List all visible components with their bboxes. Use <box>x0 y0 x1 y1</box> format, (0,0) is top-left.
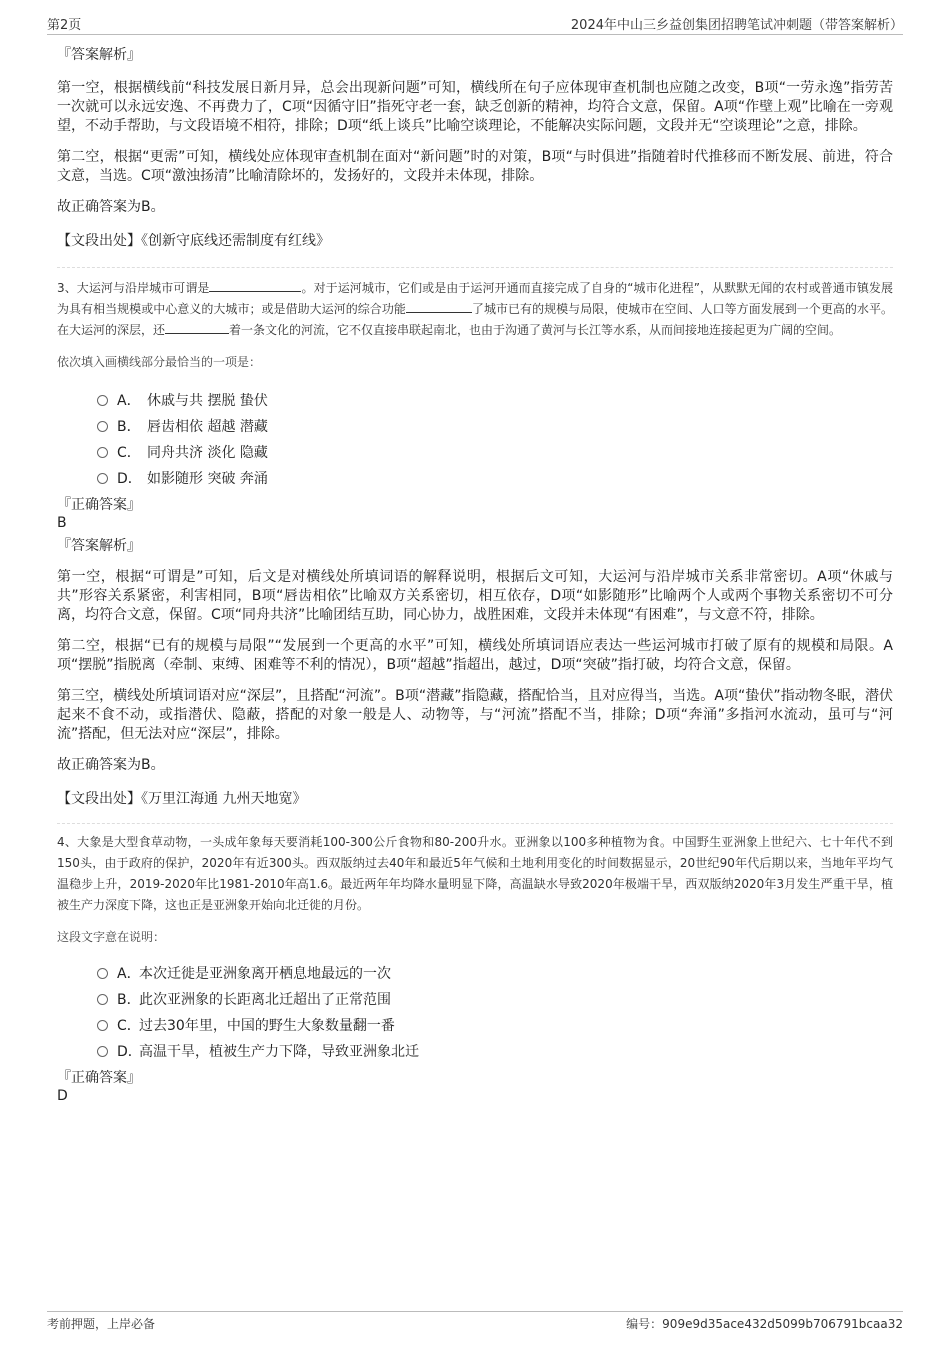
option-letter: D． <box>117 1044 142 1060</box>
option-c[interactable] <box>97 439 893 465</box>
option-a[interactable] <box>97 960 893 986</box>
correct-answer-label: 『正确答案』 <box>57 497 141 513</box>
analysis-conclusion: 故正确答案为B。 <box>57 199 165 215</box>
analysis-label: 『答案解析』 <box>57 47 141 63</box>
option-text: 此次亚洲象的长距离北迁超出了正常范围 <box>139 992 391 1008</box>
option-letter: C． <box>117 445 141 461</box>
option-letter: B． <box>117 419 141 435</box>
question-3-text <box>57 278 893 341</box>
radio-icon[interactable] <box>97 1020 108 1031</box>
radio-icon[interactable] <box>97 421 108 432</box>
analysis-paragraph: 第二空，根据“更需”可知，横线处应体现审查机制在面对“新问题”时的对策，B项“与时俱进”指随着时代推移而不断发展、前进，符合文意，当选。C项“激浊扬清”比喻清除坏的，发扬好的，文段并未体现，排除。 <box>57 149 893 184</box>
page-content <box>57 45 893 1105</box>
correct-answer-label: 『正确答案』 <box>57 1070 141 1086</box>
option-letter: B． <box>117 992 141 1008</box>
radio-icon[interactable] <box>97 1046 108 1057</box>
fill-blank-3 <box>165 321 229 334</box>
option-d[interactable] <box>97 465 893 491</box>
question-4-text: 4、大象是大型食草动物，一头成年象每天要消耗100-300公斤食物和80-200升水。亚洲象以100多种植物为食。中国野生亚洲象上世纪六、七十年代不到150头，由于政府的保护，2020年有近300头。西双版纳过去40年和最近5年气候和土地利用变化的时间数据显示，20世纪90年代后期以来，当地年平均气温稳步上升，2019-2020年比1981-2010年高1.6。最近两年年均降水量明显下降，高温缺水导致2020年极端干旱，西双版纳2020年3月发生严重干旱，植被生产力深度下降，这也正是亚洲象开始向北迁徙的月份。 <box>57 835 893 912</box>
question-prompt: 这段文字意在说明： <box>57 930 166 944</box>
option-text: 同舟共济 淡化 隐藏 <box>147 445 268 461</box>
correct-answer: D <box>57 1088 68 1104</box>
document-id: 编号：909e9d35ace432d5099b706791bcaa32 <box>626 1317 903 1331</box>
options-list <box>97 960 893 1064</box>
question-text-segment: 。对于运河城市，它们或是由于运河开通而直接完成了自身的“城市化进程”，从默默无闻的农村或普通市镇发展为具有相当规模或中心意义的大城市；或是借助大运河的综合功能 <box>57 281 893 316</box>
analysis-label: 『答案解析』 <box>57 538 141 554</box>
analysis-paragraph: 第一空，根据“可谓是”可知，后文是对横线处所填词语的解释说明，根据后文可知，大运河与沿岸城市关系非常密切。A项“休戚与共”形容关系紧密，利害相同，B项“唇齿相依”比喻双方关系密切，相互依存，D项“如影随形”比喻两个人或两个事物关系密切不可分离，均符合文意，保留。C项“同舟共济”比喻团结互助，同心协力，战胜困难，文段并未体现“有困难”，与文意不符，排除。 <box>57 569 893 623</box>
radio-icon[interactable] <box>97 473 108 484</box>
page-number: 第2页 <box>47 18 82 33</box>
source-citation: 【文段出处】《创新守底线还需制度有红线》 <box>57 233 330 249</box>
option-letter: D． <box>117 471 142 487</box>
question-prompt: 依次填入画横线部分最恰当的一项是： <box>57 355 262 369</box>
radio-icon[interactable] <box>97 395 108 406</box>
divider <box>57 823 893 824</box>
page-header <box>47 12 903 35</box>
radio-icon[interactable] <box>97 994 108 1005</box>
fill-blank-2 <box>406 300 472 313</box>
option-text: 过去30年里，中国的野生大象数量翻一番 <box>139 1018 395 1034</box>
fill-blank-1 <box>209 279 301 292</box>
options-list <box>97 387 893 491</box>
option-a[interactable] <box>97 387 893 413</box>
option-b[interactable] <box>97 986 893 1012</box>
question-text-segment: 了城市已有的规模与局限，使城市在空间、人口等方面发展到一个更高的水平。在大运河的深层，还 <box>57 302 893 337</box>
question-text-segment: 着一条文化的河流，它不仅直接串联起南北，也由于沟通了黄河与长江等水系，从而间接地连接起更为广阔的空间。 <box>229 323 842 337</box>
question-text-segment: 3、大运河与沿岸城市可谓是 <box>57 281 210 295</box>
source-citation: 【文段出处】《万里江海通 九州天地宽》 <box>57 791 307 807</box>
footer-slogan: 考前押题，上岸必备 <box>47 1317 156 1331</box>
radio-icon[interactable] <box>97 447 108 458</box>
option-letter: A． <box>117 966 141 982</box>
analysis-paragraph: 第三空，横线处所填词语对应“深层”，且搭配“河流”。B项“潜藏”指隐藏，搭配恰当，且对应得当，当选。A项“蛰伏”指动物冬眠，潜伏起来不食不动，或指潜伏、隐蔽，搭配的对象一般是人、动物等，与“河流”搭配不当，排除；D项“奔涌”多指河水流动，虽可与“河流”搭配，但无法对应“深层”，排除。 <box>57 688 893 742</box>
analysis-paragraph: 第一空，根据横线前“科技发展日新月异，总会出现新问题”可知，横线所在句子应体现审查机制也应随之改变，B项“一劳永逸”指劳苦一次就可以永远安逸、不再费力了，C项“因循守旧”指死守老一套，缺乏创新的精神，均符合文意，保留。A项“作壁上观”比喻在一旁观望，不动手帮助，与文段语境不相符，排除；D项“纸上谈兵”比喻空谈理论，不能解决实际问题，文段并无“空谈理论”之意，排除。 <box>57 80 893 134</box>
page-footer <box>47 1311 903 1331</box>
option-text: 高温干旱，植被生产力下降，导致亚洲象北迁 <box>139 1044 419 1060</box>
analysis-conclusion: 故正确答案为B。 <box>57 757 165 773</box>
option-text: 休戚与共 摆脱 蛰伏 <box>147 393 268 409</box>
correct-answer: B <box>57 515 67 531</box>
option-b[interactable] <box>97 413 893 439</box>
option-letter: C． <box>117 1018 141 1034</box>
option-text: 如影随形 突破 奔涌 <box>147 471 268 487</box>
analysis-paragraph: 第二空，根据“已有的规模与局限”“发展到一个更高的水平”可知，横线处所填词语应表达一些运河城市打破了原有的规模和局限。A项“摆脱”指脱离（牵制、束缚、困难等不利的情况），B项“超越”指超出，越过，D项“突破”指打破，均符合文意，保留。 <box>57 638 893 673</box>
option-d[interactable] <box>97 1038 893 1064</box>
divider <box>57 267 893 268</box>
option-letter: A． <box>117 393 141 409</box>
option-text: 唇齿相依 超越 潜藏 <box>147 419 268 435</box>
option-text: 本次迁徙是亚洲象离开栖息地最远的一次 <box>139 966 391 982</box>
option-c[interactable] <box>97 1012 893 1038</box>
document-title: 2024年中山三乡益创集团招聘笔试冲刺题（带答案解析） <box>570 18 903 33</box>
radio-icon[interactable] <box>97 968 108 979</box>
